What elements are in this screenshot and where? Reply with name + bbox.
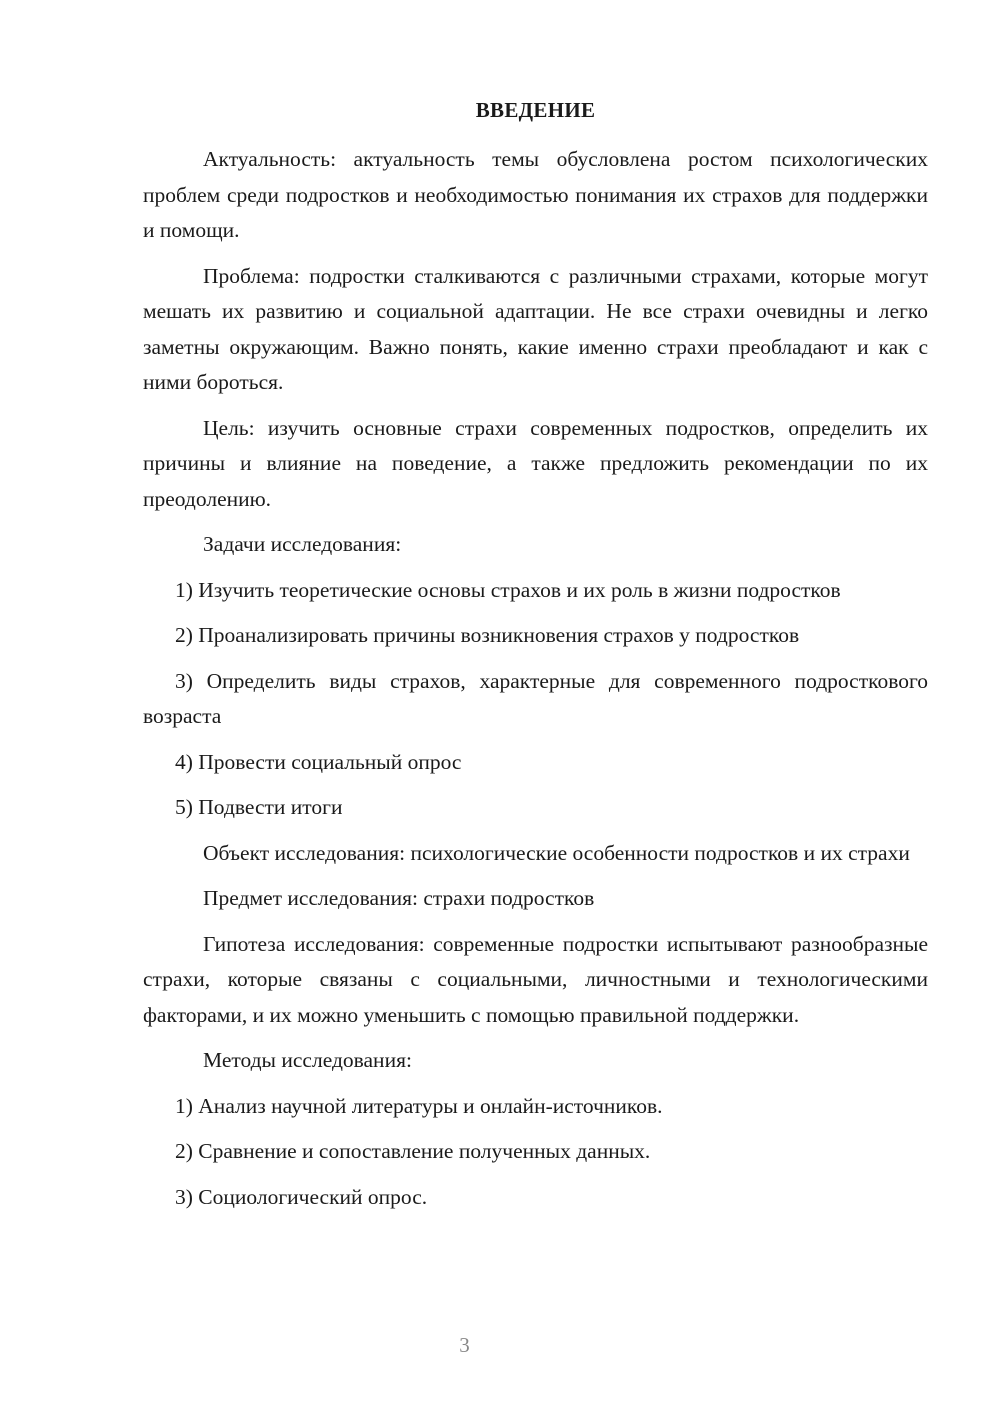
task-item: 2) Проанализировать причины возникновения страхов у подростков	[175, 623, 800, 647]
task-item: 1) Изучить теоретические основы страхов и их роль в жизни подростков	[175, 577, 841, 602]
method-item: 1) Анализ научной литературы и онлайн-источников.	[175, 1093, 663, 1118]
method-item: 3) Социологический опрос.	[175, 1184, 428, 1209]
document-body	[143, 142, 928, 1225]
page-number: 3	[459, 1333, 470, 1357]
task-item: 4) Провести социальный опрос	[175, 749, 462, 774]
section-title: ВВЕДЕНИЕ	[475, 98, 596, 122]
tasks-heading: Задачи исследования:	[203, 532, 402, 556]
methods-heading: Методы исследования:	[203, 1048, 412, 1072]
goal-paragraph: Цель: изучить основные страхи современных подростков, определить их причины и влияние на поведение, а также предложить рекомендации по их преодолению.	[143, 415, 928, 511]
hypothesis-paragraph: Гипотеза исследования: современные подростки испытывают разнообразные страхи, которые связаны с социальными, личностными и технологическими факторами, и их можно уменьшить с помощью правильной поддержки.	[143, 931, 928, 1027]
subject-paragraph: Предмет исследования: страхи подростков	[203, 886, 595, 910]
object-paragraph: Объект исследования: психологические особенности подростков и их страхи	[203, 840, 910, 865]
relevance-paragraph: Актуальность: актуальность темы обусловлена ростом психологических проблем среди подростков и необходимостью понимания их страхов для поддержки и помощи.	[143, 147, 928, 242]
method-item: 2) Сравнение и сопоставление полученных данных.	[175, 1139, 651, 1163]
task-item: 5) Подвести итоги	[175, 795, 343, 819]
task-item: 3) Определить виды страхов, характерные для современного подросткового возраста	[143, 668, 928, 728]
problem-paragraph: Проблема: подростки сталкиваются с различными страхами, которые могут мешать их развитию и социальной адаптации. Не все страхи очевидны и легко заметны окружающим. Важно понять, какие именно страхи преобладают и как с ними бороться.	[143, 263, 928, 394]
